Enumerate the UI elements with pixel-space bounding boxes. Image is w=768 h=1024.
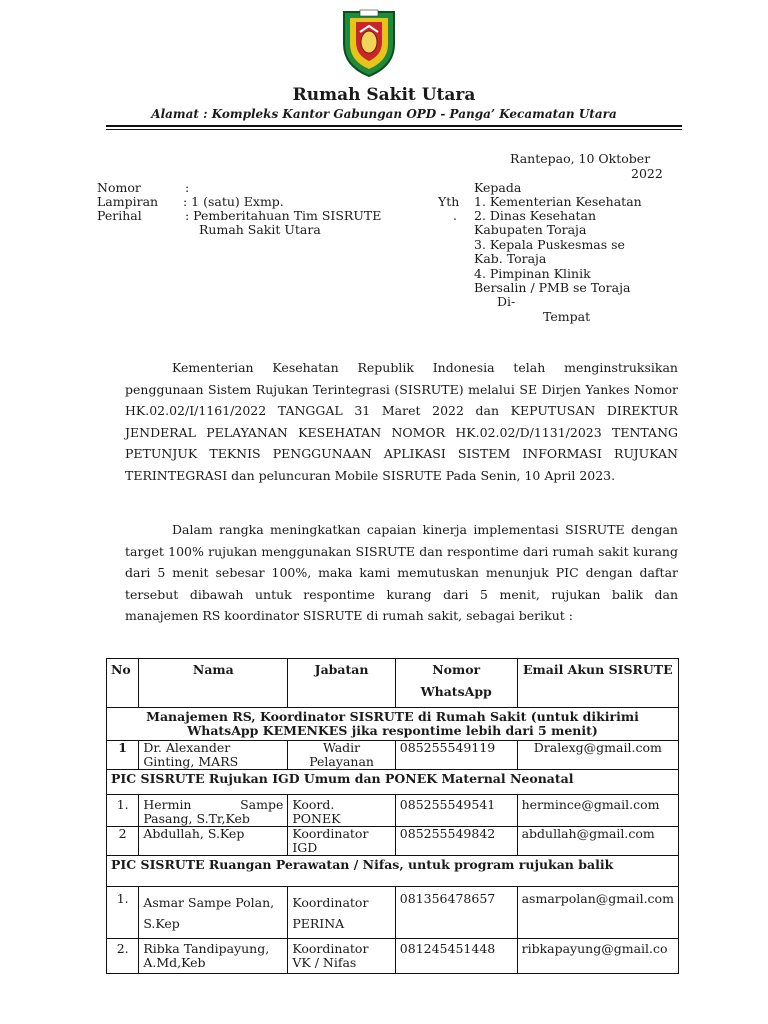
cell-no: 1	[107, 741, 139, 770]
cell-no: 1.	[107, 887, 139, 939]
recipient-line: 4. Pimpinan Klinik	[474, 266, 591, 281]
perihal-value: : Pemberitahuan Tim SISRUTE	[185, 208, 382, 223]
organization-name: Rumah Sakit Utara	[292, 85, 476, 105]
recipient-line: 3. Kepala Puskesmas se	[474, 237, 625, 252]
nomor-colon: :	[185, 180, 190, 195]
cell-jabatan	[288, 827, 395, 856]
cell-nama	[139, 741, 288, 770]
cell-no: 1.	[107, 795, 139, 827]
header-email: Email Akun SISRUTE	[517, 659, 678, 708]
yth-label: Yth	[438, 194, 460, 209]
letter-date-year: 2022	[631, 166, 663, 181]
nama-line: A.Md,Keb	[143, 955, 206, 970]
table-row	[107, 795, 679, 827]
paragraph-text: Dalam rangka meningkatkan capaian kinerja implementasi SISRUTE dengan target 100% rujukan menggunakan SISRUTE dan respontime dari rumah sakit kurang dari 5 menit sebesar 100%, maka kami memutuskan menunjuk PIC dengan daftar tersebut dibawah untuk respontime kurang dari 5 menit, rujukan balik dan manajemen RS koordinator SISRUTE di rumah sakit, sebagai berikut :	[125, 522, 678, 623]
jabatan-line: Wadir	[322, 740, 361, 755]
paragraph-text: Kementerian Kesehatan Republik Indonesia telah menginstruksikan penggunaan Sistem Rujukan Terintegrasi (SISRUTE) melalui SE Dirjen Yankes Nomor HK.02.02/I/1161/2022 TANGGAL 31 Maret 2022 dan KEPUTUSAN DIREKTUR JENDERAL PELAYANAN KESEHATAN NOMOR HK.02.02/D/1131/2023 TENTANG PETUNJUK TEKNIS PENGGUNAAN APLIKASI SISTEM INFORMASI RUJUKAN TERINTEGRASI dan peluncuran Mobile SISRUTE Pada Senin, 10 April 2023.	[125, 360, 678, 483]
perihal-label: Perihal	[97, 208, 142, 223]
di-label: Di-	[497, 294, 516, 309]
cell-jabatan	[288, 887, 395, 939]
letterhead-rule-thin	[106, 129, 682, 130]
cell-email: hermince@gmail.com	[517, 795, 678, 827]
lampiran-label: Lampiran	[97, 194, 159, 209]
tempat-label: Tempat	[543, 309, 591, 324]
cell-nama	[139, 795, 288, 827]
section-title-line: Manajemen RS, Koordinator SISRUTE di Rumah Sakit (untuk dikirimi	[146, 709, 639, 724]
recipient-line: Bersalin / PMB se Toraja	[474, 280, 631, 295]
nama-line: Ginting, MARS	[143, 754, 239, 769]
jabatan-line: PONEK	[292, 811, 341, 826]
cell-nama: Abdullah, S.Kep	[139, 827, 288, 856]
pic-table	[106, 658, 679, 974]
table-row	[107, 827, 679, 856]
header-no: No	[107, 659, 139, 708]
cell-phone: 085255549119	[395, 741, 517, 770]
perihal-value-cont: Rumah Sakit Utara	[199, 222, 321, 237]
cell-email: abdullah@gmail.com	[517, 827, 678, 856]
letterhead-rule-thick	[106, 125, 682, 127]
body-paragraph-2	[125, 519, 678, 627]
cell-phone: 081356478657	[395, 887, 517, 939]
cell-email: Dralexg@gmail.com	[517, 741, 678, 770]
jabatan-line: Koordinator	[292, 826, 369, 841]
jabatan-line: Koord.	[292, 797, 335, 812]
regional-government-crest-icon	[338, 8, 400, 78]
section-title: PIC SISRUTE Rujukan IGD Umum dan PONEK Maternal Neonatal	[107, 770, 679, 795]
cell-no: 2.	[107, 939, 139, 974]
recipient-line: 1. Kementerian Kesehatan	[474, 194, 642, 209]
cell-no: 2	[107, 827, 139, 856]
nama-line: Ribka Tandipayung,	[143, 941, 270, 956]
nama-line-justified	[143, 798, 283, 812]
table-row	[107, 887, 679, 939]
section-title: PIC SISRUTE Ruangan Perawatan / Nifas, untuk program rujukan balik	[107, 856, 679, 887]
header-whatsapp: WhatsApp	[420, 684, 492, 699]
table-row	[107, 741, 679, 770]
cell-email: asmarpolan@gmail.com	[517, 887, 678, 939]
cell-phone: 085255549842	[395, 827, 517, 856]
body-paragraph-1	[125, 357, 678, 486]
nama-part: Hermin	[143, 797, 192, 812]
table-row	[107, 939, 679, 974]
nama-line: Pasang, S.Tr,Keb	[143, 811, 250, 826]
organization-address: Alamat : Kompleks Kantor Gabungan OPD - Panga’ Kecamatan Utara	[151, 107, 617, 121]
nama-line: Asmar Sampe Polan,	[143, 895, 275, 910]
cell-jabatan	[288, 795, 395, 827]
header-jabatan: Jabatan	[288, 659, 395, 708]
recipient-line: Kab. Toraja	[474, 251, 547, 266]
cell-jabatan	[288, 939, 395, 974]
cell-nama	[139, 887, 288, 939]
jabatan-line: VK / Nifas	[292, 955, 357, 970]
jabatan-line: Pelayanan	[309, 754, 374, 769]
recipient-line: 2. Dinas Kesehatan	[474, 208, 597, 223]
recipient-line: Kabupaten Toraja	[474, 222, 587, 237]
header-nama: Nama	[139, 659, 288, 708]
cell-jabatan	[288, 741, 395, 770]
nama-line: Dr. Alexander	[143, 740, 231, 755]
section-row	[107, 770, 679, 795]
header-nomor: Nomor	[432, 662, 481, 677]
letter-date: Rantepao, 10 Oktober	[510, 151, 651, 166]
nomor-label: Nomor	[97, 180, 141, 195]
kepada-label: Kepada	[474, 180, 522, 195]
jabatan-line: Koordinator	[292, 895, 369, 910]
section-title-line: WhatsApp KEMENKES jika respontime lebih dari 5 menit)	[187, 723, 598, 738]
section-title	[107, 708, 679, 741]
jabatan-line: PERINA	[292, 916, 345, 931]
jabatan-line: Koordinator	[292, 941, 369, 956]
jabatan-line: IGD	[292, 840, 318, 855]
cell-phone: 081245451448	[395, 939, 517, 974]
yth-dot: .	[453, 208, 457, 223]
header-nomor-whatsapp	[395, 659, 517, 708]
nama-line: S.Kep	[143, 916, 180, 931]
section-row	[107, 708, 679, 741]
table-header-row	[107, 659, 679, 708]
cell-nama	[139, 939, 288, 974]
cell-email: ribkapayung@gmail.co	[517, 939, 678, 974]
lampiran-value: : 1 (satu) Exmp.	[183, 194, 284, 209]
cell-phone: 085255549541	[395, 795, 517, 827]
section-row	[107, 856, 679, 887]
nama-part: Sampe	[240, 797, 284, 812]
